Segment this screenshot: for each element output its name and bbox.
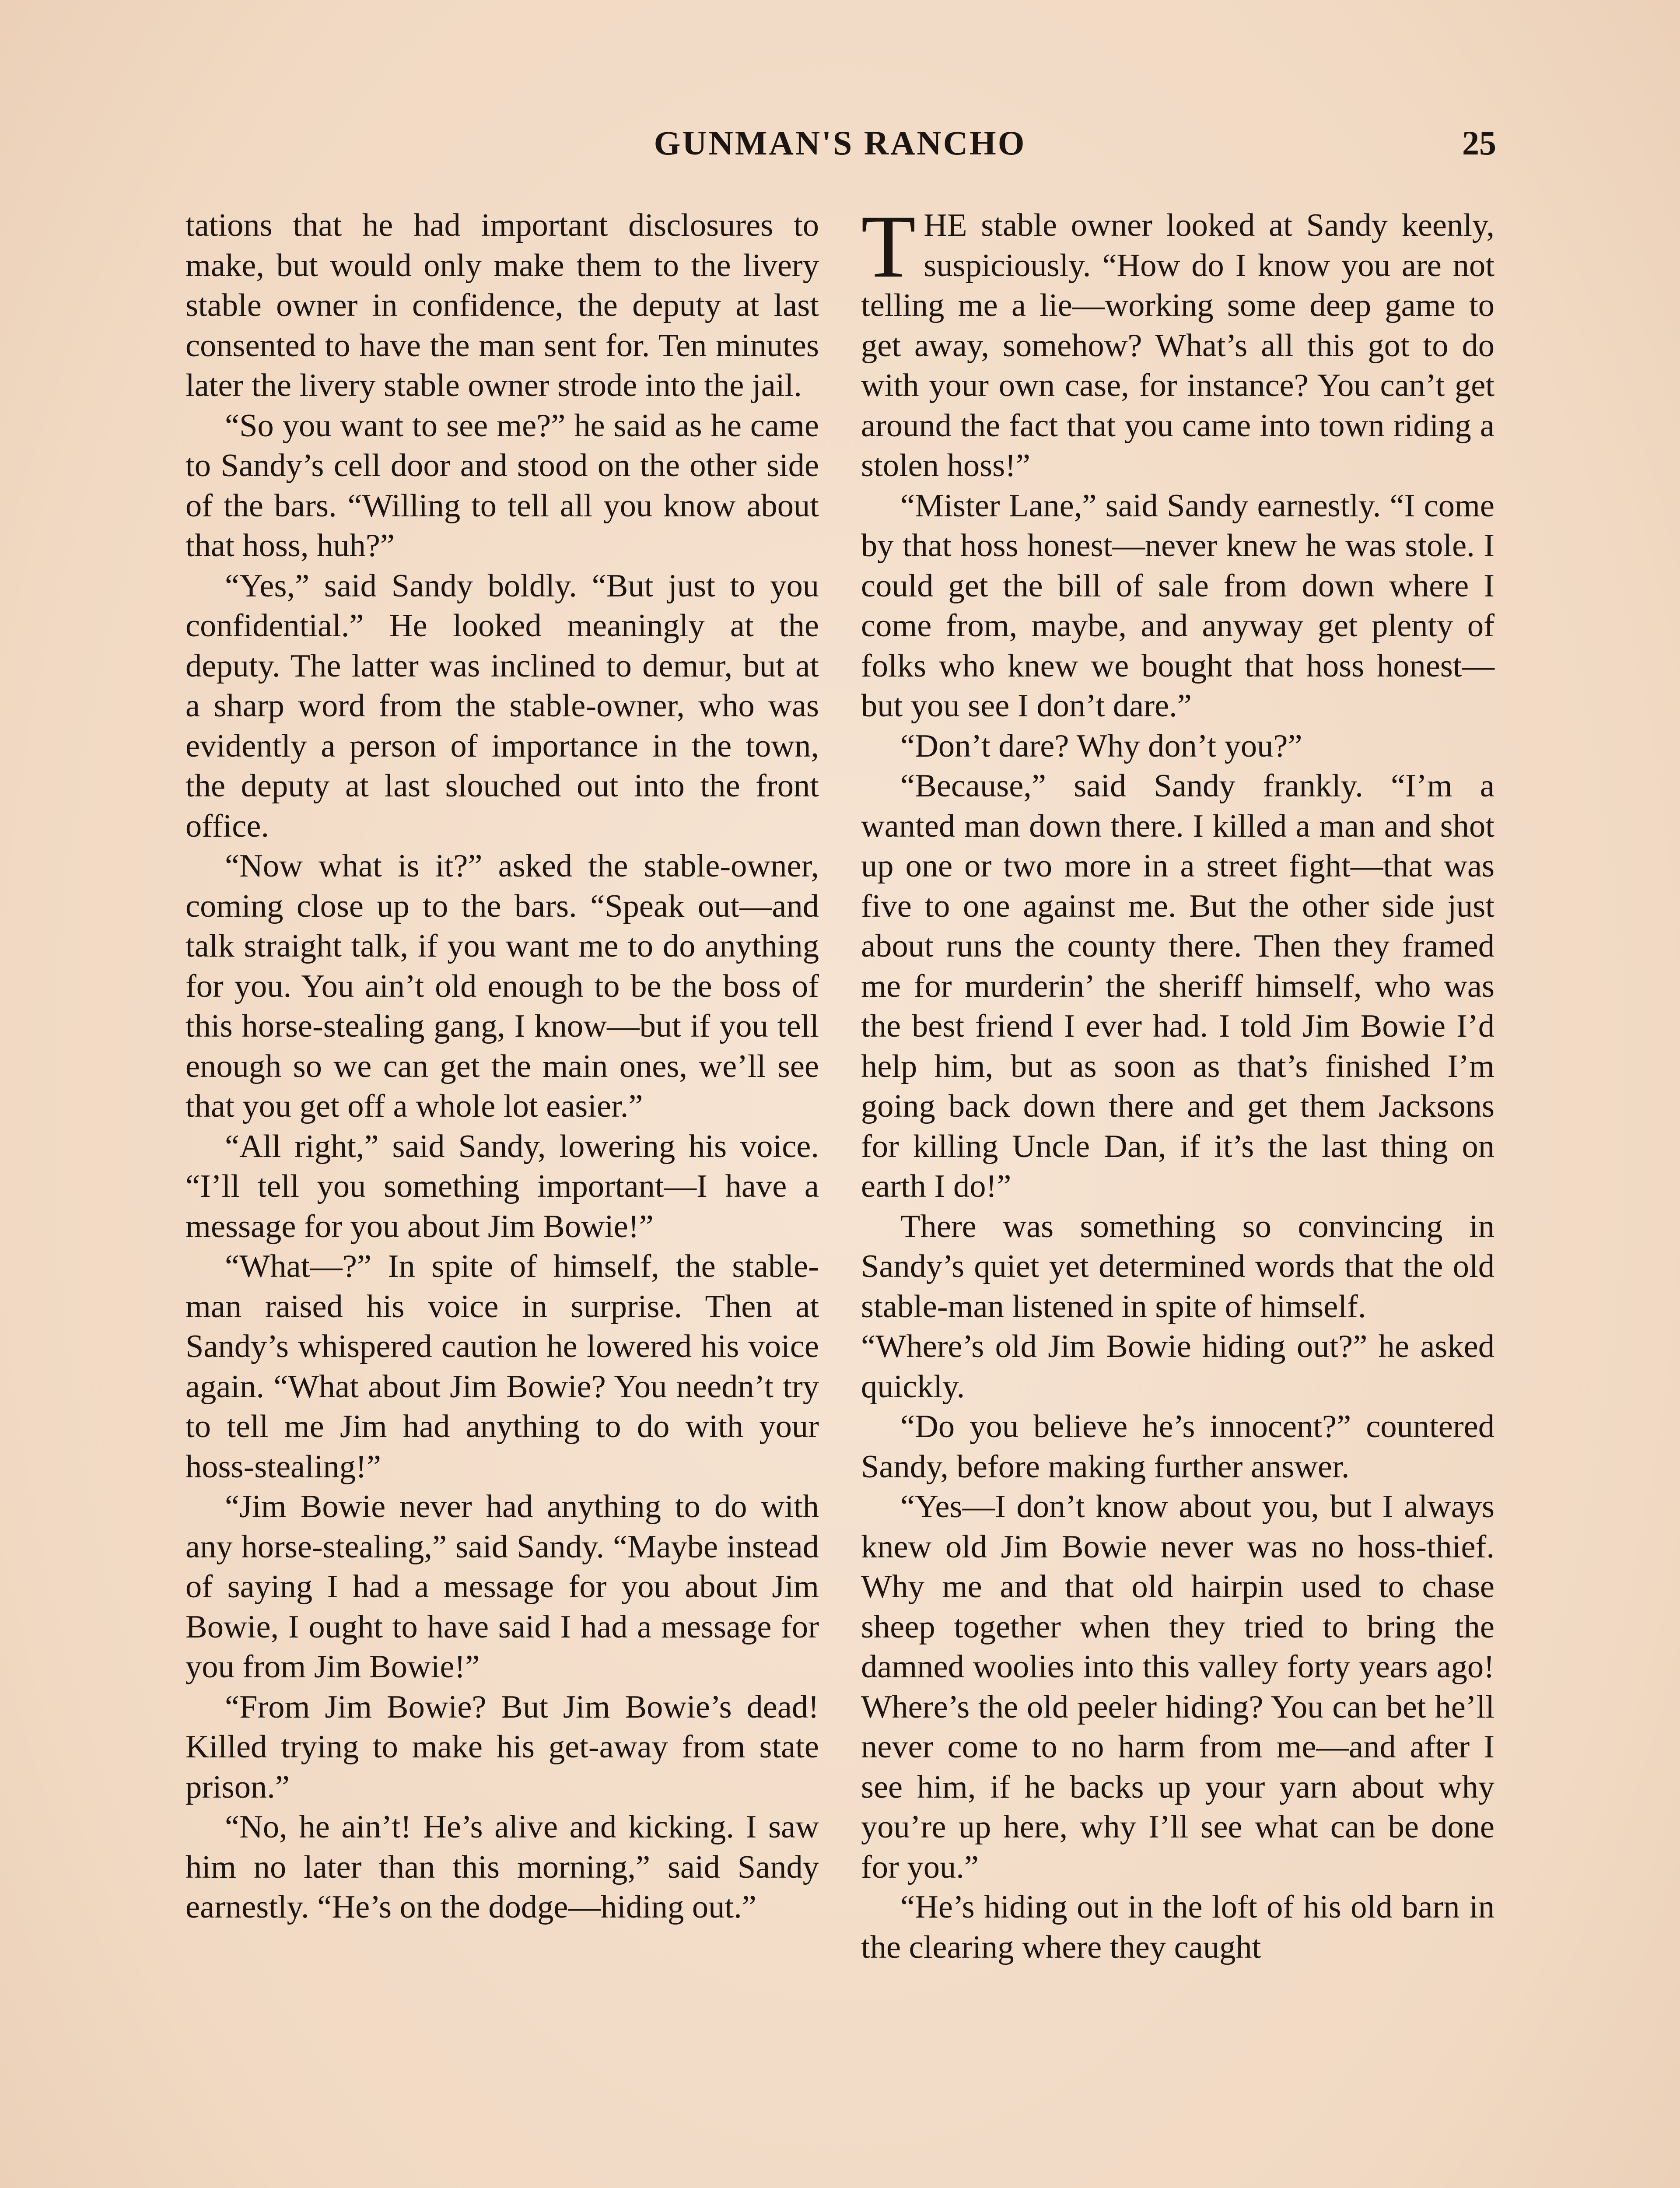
paragraph: “Don’t dare? Why don’t you?” xyxy=(900,728,1302,764)
paragraph: “From Jim Bowie? But Jim Bowie’s dead! Killed trying to make his get-away from state prison.” xyxy=(186,1689,819,1805)
paragraph: “What—?” In spite of himself, the stable-man raised his voice in surprise. Then at Sandy’s whispered caution he lowered his voice again. “What about Jim Bowie? You needn’t try to tell me Jim had anything to do with your hoss-stealing!” xyxy=(186,1248,819,1485)
opening-paragraph-text: HE stable owner looked at Sandy keenly, suspiciously. “How do I know you are not telling me a lie—working some deep game to get away, somehow? What’s all this got to do with your own case, for instance? You can’t get around the fact that you came into town riding a stolen hoss!” xyxy=(861,207,1494,484)
paragraph: tations that he had important disclosures to make, but would only make them to the livery stable owner in confidence, the deputy at last consented to have the man sent for. Ten minutes later the livery stable owner strode into the jail. xyxy=(186,207,819,403)
paragraph: “Yes,” said Sandy boldly. “But just to you confidential.” He looked meaningly at the deputy. The latter was inclined to demur, but at a sharp word from the stable-owner, who was evidently a person of importance in the town, the deputy at last slouched out into the front office. xyxy=(186,568,819,844)
drop-cap-letter: T xyxy=(861,197,916,296)
paragraph: “Because,” said Sandy frankly. “I’m a wanted man down there. I killed a man and shot up one or two more in a street fight—that was five to one against me. But the other side just about runs the county there. Then they framed me for murderin’ the sheriff himself, who was the best friend I ever had. I told Jim Bowie I’d help him, but as soon as that’s finished I’m going back down there and get them Jacksons for killing Uncle Dan, if it’s the last thing on earth I do!” xyxy=(861,768,1494,1204)
paragraph: “Mister Lane,” said Sandy earnestly. “I come by that hoss honest—never knew he was stole. I could get the bill of sale from down where I come from, maybe, and anyway get plenty of folks who knew we bought that hoss honest—but you see I don’t dare.” xyxy=(861,487,1494,724)
paragraph: “He’s hiding out in the loft of his old barn in the clearing where they caught xyxy=(861,1889,1494,1965)
left-text-column xyxy=(186,206,819,1928)
opening-paragraph xyxy=(861,197,1494,486)
paragraph: “Yes—I don’t know about you, but I always knew old Jim Bowie never was no hoss-thief. Why me and that old hairpin used to chase sheep together when they tried to bring the damned woolies into this valley forty years ago! Where’s the old peeler hiding? You can bet he’ll never come to no harm from me—and after I see him, if he backs up your yarn about why you’re up here, why I’ll see what can be done for you.” xyxy=(861,1489,1494,1885)
paragraph: “Jim Bowie never had anything to do with any horse-stealing,” said Sandy. “Maybe instead of saying I had a message for you about Jim Bowie, I ought to have said I had a message for you from Jim Bowie!” xyxy=(186,1489,819,1685)
paragraph: “So you want to see me?” he said as he came to Sandy’s cell door and stood on the other side of the bars. “Willing to tell all you know about that hoss, huh?” xyxy=(186,407,819,564)
paragraph: “Where’s old Jim Bowie hiding out?” he asked quickly. xyxy=(861,1329,1494,1405)
paragraph: “No, he ain’t! He’s alive and kicking. I saw him no later than this morning,” said Sandy earnestly. “He’s on the dodge—hiding out.” xyxy=(186,1809,819,1925)
paragraph: “All right,” said Sandy, lowering his voice. “I’ll tell you something important—I have a message for you about Jim Bowie!” xyxy=(186,1128,819,1245)
paragraph: “Do you believe he’s innocent?” countered Sandy, before making further answer. xyxy=(861,1409,1494,1485)
paragraph: There was something so convincing in Sandy’s quiet yet determined words that the old stable-man listened in spite of himself. xyxy=(861,1208,1494,1325)
right-text-column xyxy=(861,197,1494,1967)
page-number: 25 xyxy=(1462,124,1496,162)
paragraph: “Now what is it?” asked the stable-owner, coming close up to the bars. “Speak out—and talk straight talk, if you want me to do anything for you. You ain’t old enough to be the boss of this horse-stealing gang, I know—but if you tell enough so we can get the main ones, we’ll see that you get off a whole lot easier.” xyxy=(186,848,819,1124)
running-head-title: GUNMAN'S RANCHO xyxy=(654,124,1026,162)
